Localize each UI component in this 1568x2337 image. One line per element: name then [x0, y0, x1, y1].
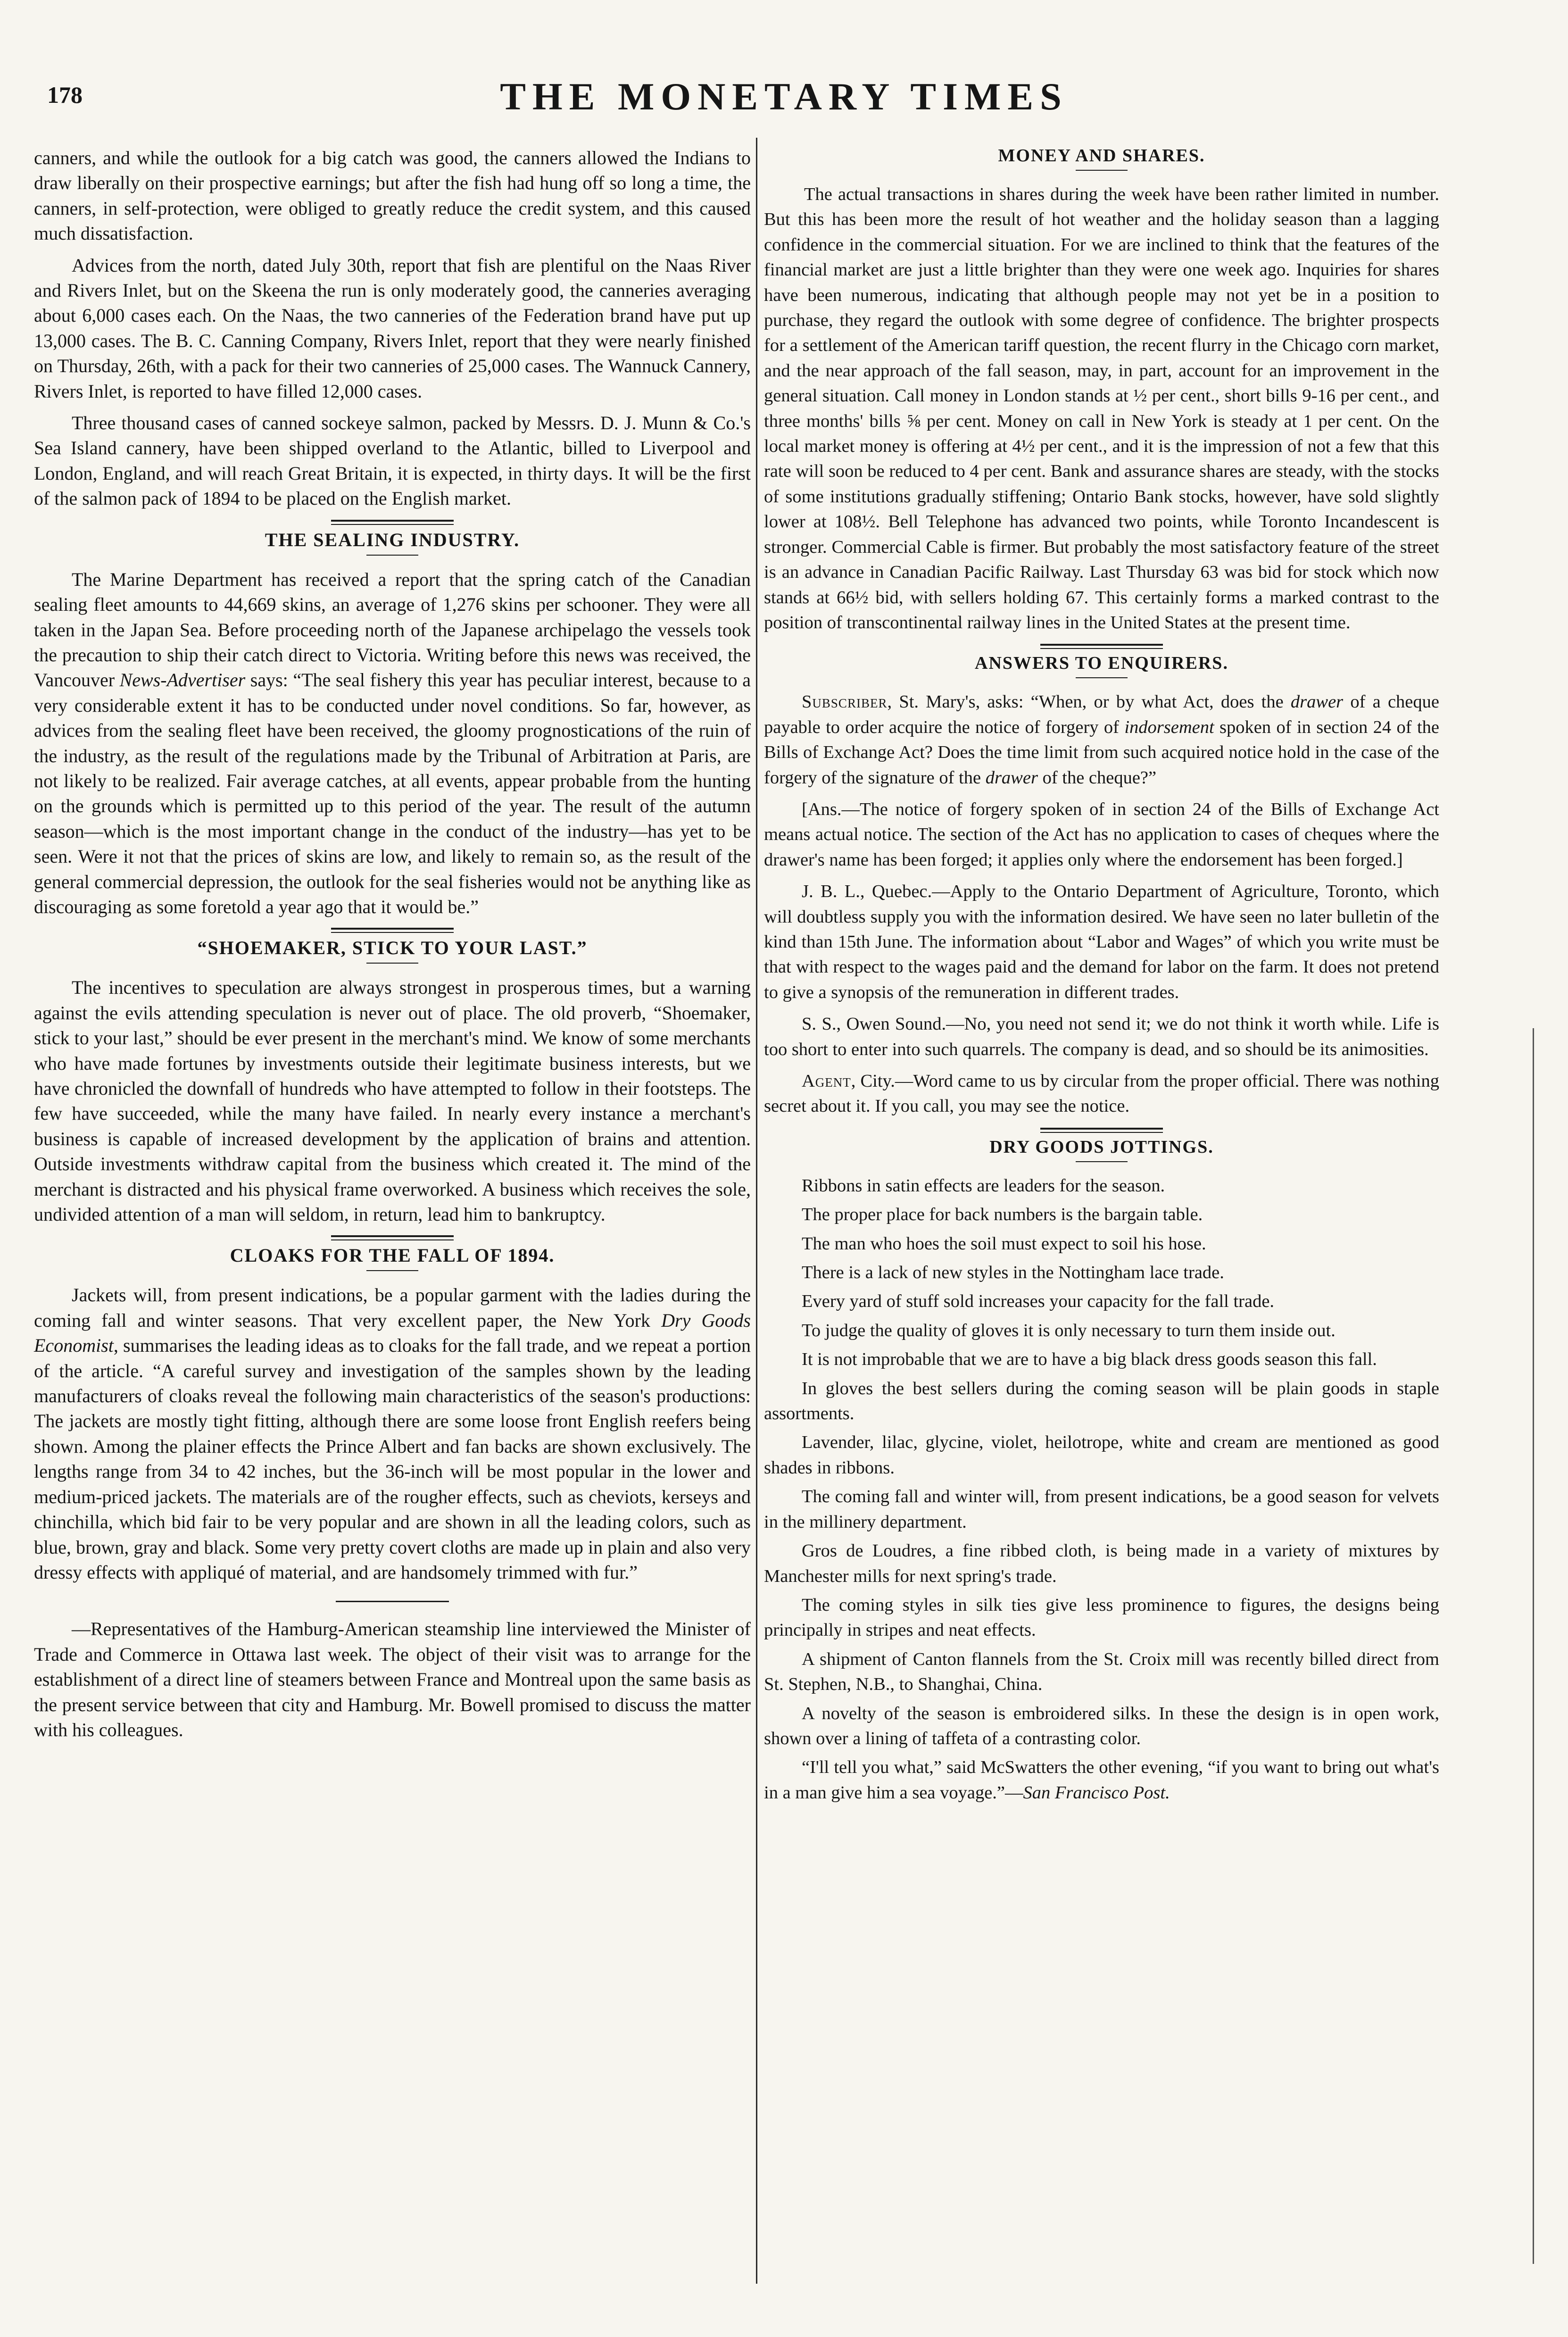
cloaks-article: [34, 1244, 751, 1585]
jotting-item: The proper place for back numbers is the bargain table.: [802, 1205, 1203, 1225]
jotting-item: Lavender, lilac, glycine, violet, heilotrope, white and cream are mentioned as good shades in ribbons.: [764, 1432, 1439, 1478]
term-indorsement: indorsement: [1124, 717, 1214, 737]
jotting-last-item: [764, 1755, 1439, 1805]
section-rule: [336, 1601, 449, 1602]
heading-rule: [366, 963, 418, 964]
subscriber-name: Subscriber: [802, 692, 888, 712]
jotting-item: The man who hoes the soil must expect to soil his hose.: [802, 1233, 1206, 1254]
term-drawer: drawer: [1290, 692, 1344, 712]
jotting-item: The coming styles in silk ties give less prominence to figures, the designs being principally in stripes and neat effects.: [764, 1595, 1439, 1640]
heading-rule: [366, 555, 418, 556]
page-number: 178: [47, 82, 83, 108]
cloaks-heading: CLOAKS FOR THE FALL OF 1894.: [230, 1245, 555, 1266]
jotting-item: In gloves the best sellers during the coming season will be plain goods in staple assortments.: [764, 1378, 1439, 1424]
answers-heading: ANSWERS TO ENQUIRERS.: [975, 653, 1228, 674]
masthead-title: THE MONETARY TIMES: [500, 75, 1068, 118]
column-divider: [756, 138, 757, 2284]
cloaks-text-before: Jackets will, from present indications, be a popular garment with the ladies during the coming fall and winter seasons. That very excellent paper, the New York: [34, 1284, 751, 1331]
sealing-paragraph: [34, 567, 751, 920]
sealing-heading: THE SEALING INDUSTRY.: [265, 529, 520, 550]
shoemaker-heading: “SHOEMAKER, STICK TO YOUR LAST.”: [197, 937, 588, 959]
sealing-article: [34, 529, 751, 920]
left-column: [34, 145, 751, 1749]
answers-article: [764, 653, 1439, 1119]
subscriber-text-4: of the cheque?”: [1037, 767, 1157, 788]
subscriber-text-2: of a cheque payable to order acquire the notice of forgery of: [764, 692, 1439, 737]
money-paragraph: The actual transactions in shares during the week have been rather limited in number. But this has been more the result of hot weather and the holiday season than a lagging confidence in the commercial situation. For we are inclined to think that the features of the financial market are just a little brighter than they were one week ago. Inquiries for shares have been numerous, indicating that although people may not yet be in a position to purchase, they regard the outlook with some degree of confidence. The brighter prospects for a settlement of the American tariff question, the recent flurry in the Chicago corn market, and the near approach of the fall season, may, in part, account for an improvement in the general situation. Call money in London stands at ½ per cent., short bills 9-16 per cent., and three months' bills ⅝ per cent. Money on call in New York is steady at 1 per cent. On the local market money is offering at 4½ per cent., and it is the impression of not a few that this rate will soon be reduced to 4 per cent. Bank and assurance shares are steady, with the stocks of some institutions gradually stiffening; Ontario Bank stocks, however, have sold slightly lower at 108½. Bell Telephone has advanced two points, while Toronto Incandescent is stronger. Commercial Cable is firmer. But probably the most satisfactory feature of the street is an advance in Canadian Pacific Railway. Last Thursday 63 was bid for stock which now stands at 66½ bid, with sellers holding 67. This certainly forms a marked contrast to the position of transcontinental railway lines in the United States at the present time.: [764, 184, 1439, 632]
subscriber-text-1: , St. Mary's, asks: “When, or by what Act, does the: [887, 692, 1291, 712]
sealing-text-before: The Marine Department has received a report that the spring catch of the Canadian sealing fleet amounts to 44,669 skins, an average of 1,276 skins per schooner. They were all taken in the Japan Sea. Before proceeding north of the Japanese archipelago the vessels took the precaution to ship their catch direct to Victoria. Writing before this news was received, the Vancouver: [34, 568, 751, 691]
salmon-paragraph-1: canners, and while the outlook for a big catch was good, the canners allowed the Indians to draw liberally on their prospective earnings; but after the fish had hung off so long a time, the canners, in self-protection, were obliged to greatly reduce the credit system, and this caused much dissatisfaction.: [34, 147, 751, 244]
subscriber-answer: [Ans.—The notice of forgery spoken of in section 24 of the Bills of Exchange Act means actual notice. The section of the Act has no application to cases of cheques where the drawer's name has been forged; it applies only where the endorsement has been forged.]: [764, 799, 1439, 870]
heading-rule: [1076, 677, 1128, 678]
cloaks-paragraph: [34, 1282, 751, 1585]
term-drawer-2: drawer: [985, 767, 1038, 788]
cloaks-source-newspaper: Dry Goods Economist: [34, 1309, 751, 1356]
jotting-last-text: “I'll tell you what,” said McSwatters the other evening, “if you want to bring out what's in a man give him a sea voyage.”—: [764, 1757, 1439, 1803]
jotting-item: Gros de Loudres, a fine ribbed cloth, is being made in a variety of mixtures by Manchester mills for next spring's trade.: [764, 1541, 1439, 1586]
jotting-item: Every yard of stuff sold increases your capacity for the fall trade.: [802, 1291, 1275, 1312]
heading-rule: [1076, 1161, 1128, 1162]
right-column: [764, 145, 1439, 1809]
jotting-last-source: San Francisco Post.: [1023, 1782, 1170, 1803]
agent-answer: [764, 1069, 1439, 1119]
agent-text: , City.—Word came to us by circular from the proper official. There was nothing secret about it. If you call, you may see the notice.: [764, 1071, 1439, 1116]
subscriber-text-3: spoken of in section 24 of the Bills of Exchange Act? Does the time limit from such acquired notice hold in the case of the forgery of the signature of the: [764, 717, 1439, 788]
money-heading: MONEY AND SHARES.: [998, 146, 1205, 166]
jotting-item: The coming fall and winter will, from present indications, be a good season for velvets in the millinery department.: [764, 1487, 1439, 1532]
sealing-source-newspaper: News-Advertiser: [119, 669, 246, 691]
section-rule: [331, 520, 454, 525]
heading-rule: [366, 1270, 418, 1271]
salmon-article: [34, 145, 751, 511]
jotting-item: There is a lack of new styles in the Nottingham lace trade.: [802, 1263, 1224, 1283]
salmon-paragraph-3: Three thousand cases of canned sockeye salmon, packed by Messrs. D. J. Munn & Co.'s Sea Island cannery, have been shipped overland to the Atlantic, billed to Liverpool and London, England, and will reach Great Britain, it is expected, in thirty days. It will be the first of the salmon pack of 1894 to be placed on the English market.: [34, 412, 751, 509]
section-rule: [1040, 1128, 1163, 1133]
jotting-item: Ribbons in satin effects are leaders for the season.: [802, 1175, 1165, 1196]
jotting-item: A novelty of the season is embroidered silks. In these the design is in open work, shown over a lining of taffeta of a contrasting color.: [764, 1703, 1439, 1748]
jotting-item: To judge the quality of gloves it is only necessary to turn them inside out.: [802, 1320, 1336, 1340]
page-edge-rule: [1533, 1028, 1534, 2264]
hamburg-paragraph: —Representatives of the Hamburg-American steamship line interviewed the Minister of Trade and Commerce in Ottawa last week. The object of their visit was to arrange for the establishment of a direct line of steamers between France and Montreal upon the same basis as the present service between that city and Hamburg. Mr. Bowell promised to discuss the matter with his colleagues.: [34, 1618, 751, 1740]
salmon-paragraph-2: Advices from the north, dated July 30th, report that fish are plentiful on the Naas River and Rivers Inlet, but on the Skeena the run is only moderately good, the canneries averaging about 6,000 cases each. On the Naas, the two canneries of the Federation brand have put up 13,000 cases. The B. C. Canning Company, Rivers Inlet, report that they were nearly finished on Thursday, 26th, with a pack for their two canneries of 25,000 cases. The Wannuck Cannery, Rivers Inlet, is reported to have filled 12,000 cases.: [34, 254, 751, 402]
section-rule: [331, 928, 454, 933]
agent-name: Agent: [802, 1071, 851, 1091]
cloaks-text-after: , summarises the leading ideas as to cloaks for the fall trade, and we repeat a portion of the article. “A careful survey and investigation of the samples shown by the leading manufacturers of cloaks reveal the following main characteristics of the season's productions: The jackets are mostly tight fitting, although there are some loose front English reefers being shown. Among the plainer effects the Prince Albert and fan backs are shown exclusively. The lengths range from 34 to 42 inches, but the 36-inch will be most popular in the lower and medium-priced jackets. The materials are of the rougher effects, such as cheviots, kerseys and chinchilla, which bid fair to be very popular and are shown in all the leading colors, such as blue, brown, gray and black. Some very pretty covert cloths are made up in plain and also very dressy effects with appliqué of material, and are handsomely trimmed with fur.”: [34, 1335, 751, 1583]
shoemaker-paragraph: The incentives to speculation are always strongest in prosperous times, but a warning against the evils attending speculation is never out of place. The old proverb, “Shoemaker, stick to your last,” should be ever present in the merchant's mind. We know of some merchants who have made fortunes by investments outside their legitimate business interests, but we have chronicled the downfall of hundreds who have attempted to follow in their footsteps. The few have succeeded, while the many have failed. In nearly every instance a merchant's business is capable of increased development by the application of brains and attention. Outside investments withdraw capital from the business which created it. The mind of the merchant is distracted and his physical frame overworked. A business which receives the sole, undivided attention of a man will seldom, in return, lead him to bankruptcy.: [34, 977, 751, 1225]
section-rule: [331, 1235, 454, 1240]
shoemaker-article: [34, 937, 751, 1227]
jbl-answer: J. B. L., Quebec.—Apply to the Ontario Department of Agriculture, Toronto, which will doubtless supply you with the information desired. We have seen no later bulletin of the kind than 15th June. The information about “Labor and Wages” of which you write must be that with respect to the wages paid and the demand for labor on the farm. It does not pretend to give a synopsis of the remuneration in different trades.: [764, 882, 1439, 1002]
jottings-heading: DRY GOODS JOTTINGS.: [989, 1137, 1214, 1157]
ss-answer: S. S., Owen Sound.—No, you need not send it; we do not think it worth while. Life is too short to enter into such quarrels. The company is dead, and so should be its animosities.: [764, 1014, 1439, 1059]
jotting-item: It is not improbable that we are to have a big black dress goods season this fall.: [802, 1349, 1377, 1370]
jottings-article: [764, 1137, 1439, 1805]
section-rule: [1040, 644, 1163, 649]
money-article: [764, 145, 1439, 635]
subscriber-question: [764, 690, 1439, 790]
jotting-item: A shipment of Canton flannels from the St. Croix mill was recently billed direct from St. Stephen, N.B., to Shanghai, China.: [764, 1649, 1439, 1695]
heading-rule: [1076, 170, 1128, 171]
sealing-text-after: says: “The seal fishery this year has peculiar interest, because to a very considerable extent it has to be conducted under novel conditions. So far, however, as advices from the sealing fleet have been received, the gloomy prognostications of the ruin of the industry, as the result of the regulations made by the Tribunal of Arbitration at Paris, are not likely to be realized. Fair average catches, at all events, appear probable from the hunting on the grounds which is permitted up to this period of the year. The result of the autumn season—which is the most important change in the conduct of the industry—has yet to be seen. Were it not that the prices of skins are low, and likely to remain so, as the result of the general commercial depression, the outlook for the seal fisheries would not be anything like as discouraging as some foretold a year ago that it would be.”: [34, 669, 751, 917]
